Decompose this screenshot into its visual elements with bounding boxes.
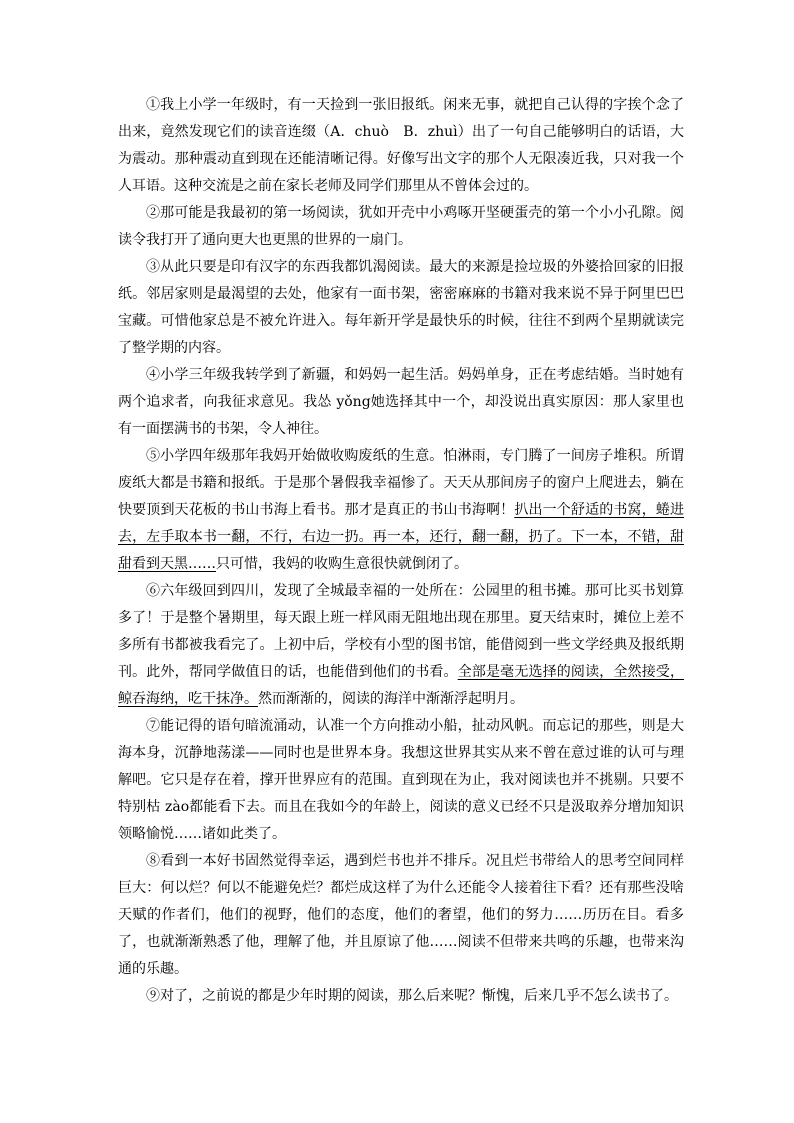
paragraph-5-text: ⑤小学四年级那年我妈开始做收购废纸的生意。怕淋雨，专门腾了一间房子堆积。所谓废纸大都是书籍和报纸。于是那个暑假我幸福惨了。天天从那间房子的窗户上爬进去，躺在快要顶到天花板的书山书海上看书。那才是真正的书山书海啊！ [118,448,684,518]
paragraph-8 [118,848,684,983]
paragraph-9 [118,983,684,1010]
paragraph-6-text-end: 然而渐渐的，阅读的海洋中渐渐浮起明月。 [258,691,524,707]
paragraph-2-text: ②那可能是我最初的第一场阅读，犹如开壳中小鸡啄开坚硬蛋壳的第一个小小孔隙。阅读令我打开了通向更大也更黑的世界的一扇门。 [118,205,684,248]
paragraph-8-text: ⑧看到一本好书固然觉得幸运，遇到烂书也并不排斥。况且烂书带给人的思考空间同样巨大：何以烂？何以不能避免烂？都烂成这样了为什么还能令人接着往下看？还有那些没啥天赋的作者们，他们的视野，他们的态度，他们的奢望，他们的努力……历历在目。看多了，也就渐渐熟悉了他，理解了他，并且原谅了他……阅读不但带来共鸣的乐趣，也带来沟通的乐趣。 [118,853,684,977]
paragraph-3 [118,254,684,362]
paragraph-5-text-end: 只可惜，我妈的收购生意很快就倒闭了。 [216,556,468,572]
paragraph-5 [118,443,684,578]
paragraph-1-text: ①我上小学一年级时，有一天捡到一张旧报纸。闲来无事，就把自己认得的字挨个念了出来，竟然发现它们的读音连缀（A．chuò B．zhuì）出了一句自己能够明白的话语，大为震动。那种震动直到现在还能清晰记得。好像写出文字的那个人无限凑近我，只对我一个人耳语。这种交流是之前在家长老师及同学们那里从不曾体会过的。 [118,97,684,194]
article-body [118,92,684,1010]
paragraph-9-text: ⑨对了，之前说的都是少年时期的阅读，那么后来呢？惭愧，后来几乎不怎么读书了。 [146,988,678,1004]
paragraph-7-text: ⑦能记得的语句暗流涌动，认准一个方向推动小船，扯动风帆。而忘记的那些，则是大海本身，沉静地荡漾——同时也是世界本身。我想这世界其实从来不曾在意过谁的认可与理解吧。它只是存在着，撑开世界应有的范围。直到现在为止，我对阅读也并不挑剔。只要不特别枯 zào都能看下去。而且在我如今的年龄上，阅读的意义已经不只是汲取养分增加知识领略愉悦……诸如此类了。 [118,718,684,842]
paragraph-1 [118,92,684,200]
paragraph-4-text: ④小学三年级我转学到了新疆，和妈妈一起生活。妈妈单身，正在考虑结婚。当时她有两个追求者，向我征求意见。我怂 yǒng她选择其中一个，却没说出真实原因：那人家里也有一面摆满书的书架，令人神往。 [118,367,684,437]
paragraph-5-underlined-sentence: 扒出一个舒适的书窝，蜷进去，左手取本书一翻，不行，右边一扔。再一本，还行，翻一翻，扔了。下一本，不错，甜甜看到天黑…… [118,502,685,572]
paragraph-6-underlined-sentence: 全部是毫无选择的阅读，全然接受，鲸吞海纳，吃干抹净。 [118,664,685,707]
paragraph-6-text: ⑥六年级回到四川，发现了全城最幸福的一处所在：公园里的租书摊。那可比买书划算多了！于是整个暑期里，每天跟上班一样风雨无阻地出现在那里。夏天结束时，摊位上差不多所有书都被我看完了。上初中后，学校有小型的图书馆，能借阅到一些文学经典及报纸期刊。此外，帮同学做值日的话，也能借到他们的书看。 [118,583,684,680]
paragraph-4 [118,362,684,443]
paragraph-3-text: ③从此只要是印有汉字的东西我都饥渴阅读。最大的来源是捡垃圾的外婆拾回家的旧报纸。邻居家则是最渴望的去处，他家有一面书架，密密麻麻的书籍对我来说不异于阿里巴巴宝藏。可惜他家总是不被允许进入。每年新开学是最快乐的时候，往往不到两个星期就读完了整学期的内容。 [118,259,684,356]
paragraph-7 [118,713,684,848]
paragraph-2 [118,200,684,254]
paragraph-6 [118,578,684,713]
